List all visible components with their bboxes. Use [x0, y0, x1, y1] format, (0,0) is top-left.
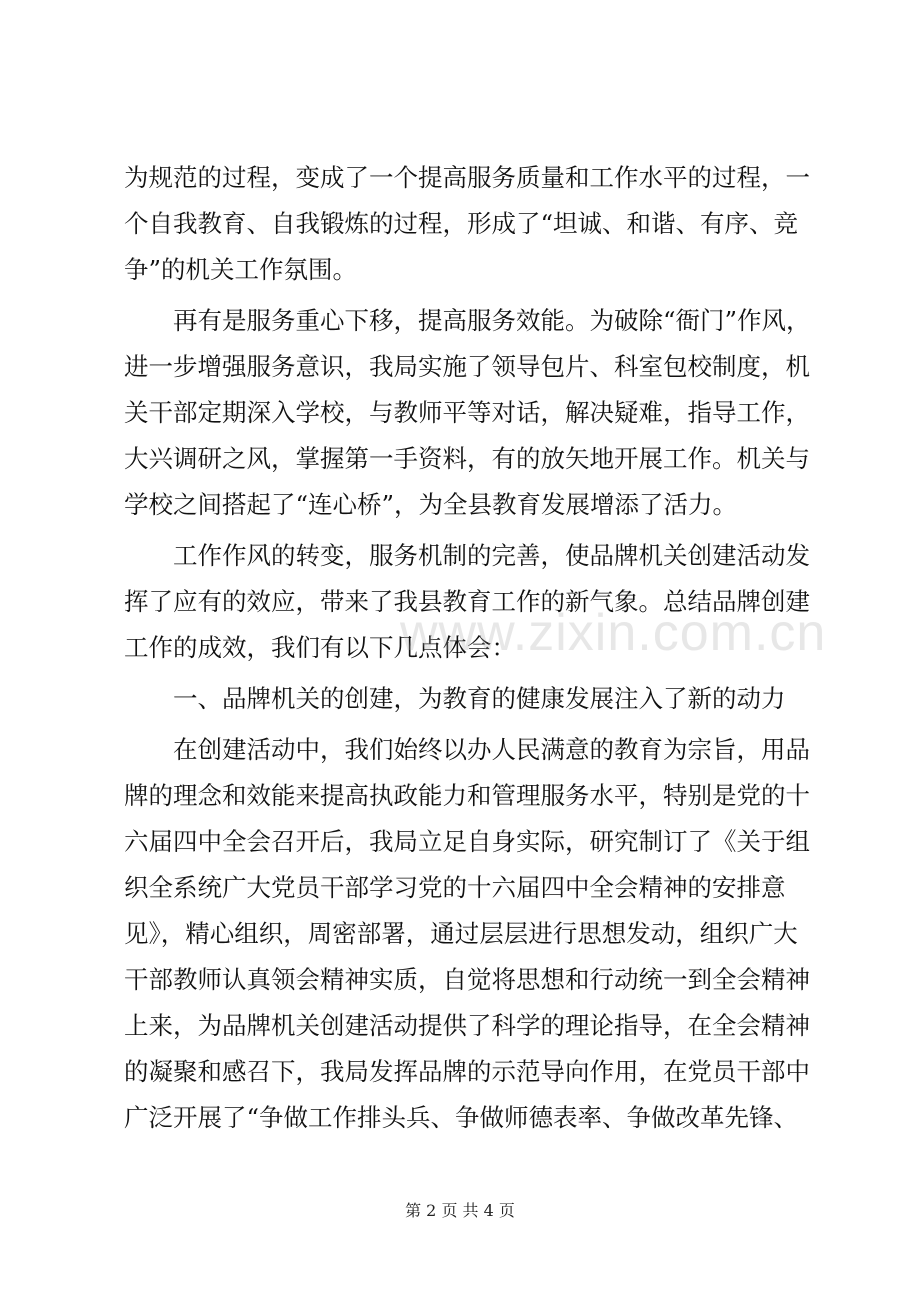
text-line: 六届四中全会召开后，我局立足自身实际，研究制订了《关于组	[124, 827, 810, 856]
text-line: 的凝聚和感召下，我局发挥品牌的示范导向作用，在党员干部中	[124, 1057, 810, 1086]
text-line: 挥了应有的效应，带来了我县教育工作的新气象。总结品牌创建	[124, 587, 810, 616]
text-line: 干部教师认真领会精神实质，自觉将思想和行动统一到全会精神	[124, 965, 810, 994]
text-line: 大兴调研之风，掌握第一手资料，有的放矢地开展工作。机关与	[124, 444, 810, 473]
text-line: 工作的成效，我们有以下几点体会：	[124, 633, 516, 662]
paragraph-first-line: 在创建活动中，我们始终以办人民满意的教育为宗旨，用品	[124, 735, 810, 764]
text-line: 学校之间搭起了“连心桥”，为全县教育发展增添了活力。	[124, 490, 738, 519]
text-line: 织全系统广大党员干部学习党的十六届四中全会精神的安排意	[124, 873, 786, 902]
text-line: 广泛开展了“争做工作排头兵、争做师德表率、争做改革先锋、	[124, 1103, 799, 1132]
paragraph-first-line: 工作作风的转变，服务机制的完善，使品牌机关创建活动发	[124, 541, 810, 570]
text-line: 进一步增强服务意识，我局实施了领导包片、科室包校制度，机	[124, 352, 810, 381]
text-line: 牌的理念和效能来提高执政能力和管理服务水平，特别是党的十	[124, 781, 810, 810]
page-footer: 第 2 页 共 4 页	[405, 1201, 515, 1220]
section-heading: 一、品牌机关的创建，为教育的健康发展注入了新的动力	[124, 684, 786, 713]
text-line: 见》，精心组织，周密部署，通过层层进行思想发动，组织广大	[124, 919, 798, 948]
text-line: 关干部定期深入学校，与教师平等对话，解决疑难，指导工作，	[124, 398, 810, 427]
text-line: 为规范的过程，变成了一个提高服务质量和工作水平的过程，一	[124, 163, 810, 192]
text-line: 争”的机关工作氛围。	[124, 255, 358, 284]
paragraph-first-line: 再有是服务重心下移，提高服务效能。为破除“衙门”作风，	[124, 306, 811, 335]
text-line: 个自我教育、自我锻炼的过程，形成了“坦诚、和谐、有序、竞	[124, 209, 799, 238]
text-line: 上来，为品牌机关创建活动提供了科学的理论指导，在全会精神	[124, 1011, 810, 1040]
watermark: www.zixin.com.cn	[400, 604, 827, 662]
